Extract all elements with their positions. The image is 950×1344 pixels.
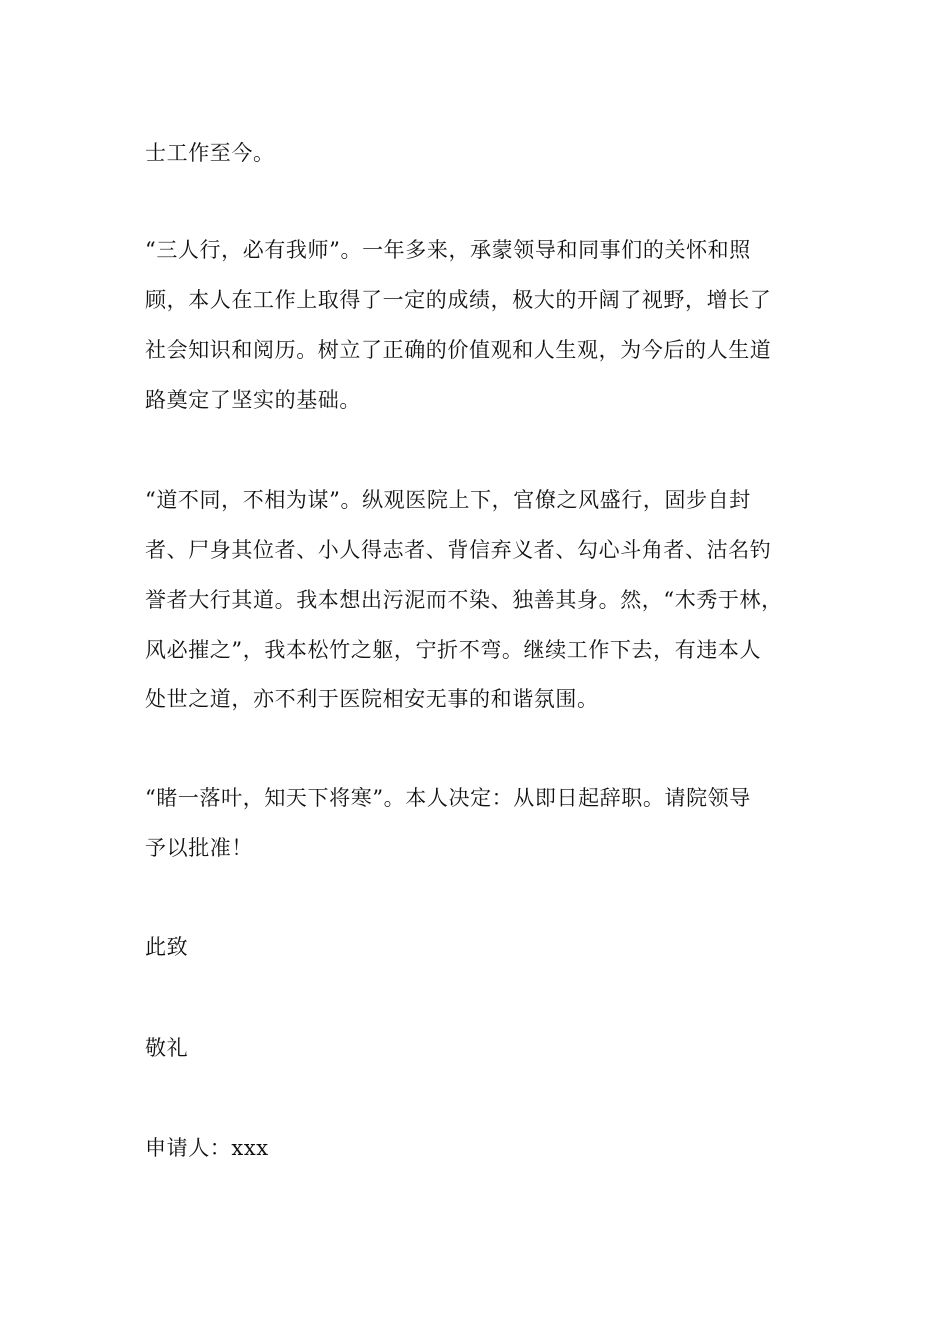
paragraph-2-line-4: 路奠定了坚实的基础。 <box>145 388 361 412</box>
paragraph-3-line-5: 处世之道，亦不利于医院相安无事的和谐氛围。 <box>145 687 599 711</box>
paragraph-2-line-3: 社会知识和阅历。树立了正确的价值观和人生观，为今后的人生道 <box>145 338 772 362</box>
closing-regards: 敬礼 <box>145 1036 189 1060</box>
paragraph-2-line-2: 顾，本人在工作上取得了一定的成绩，极大的开阔了视野，增长了 <box>145 288 772 312</box>
paragraph-3-line-1: “道不同，不相为谋”。纵观医院上下，官僚之风盛行，固步自封 <box>145 488 751 512</box>
paragraph-3-line-3: 誉者大行其道。我本想出污泥而不染、独善其身。然，“木秀于林， <box>145 588 783 612</box>
paragraph-2-line-1: “三人行，必有我师”。一年多来，承蒙领导和同事们的关怀和照 <box>145 238 751 262</box>
applicant-signature: 申请人：xxx <box>145 1136 269 1160</box>
paragraph-4-line-1: “睹一落叶，知天下将寒”。本人决定：从即日起辞职。请院领导 <box>145 786 751 810</box>
paragraph-4-line-2: 予以批准！ <box>145 836 253 860</box>
closing-salutation: 此致 <box>145 935 189 959</box>
paragraph-1-line-1: 士工作至今。 <box>145 141 275 165</box>
paragraph-3-line-2: 者、尸身其位者、小人得志者、背信弃义者、勾心斗角者、沽名钓 <box>145 538 772 562</box>
paragraph-3-line-4: 风必摧之”，我本松竹之躯，宁折不弯。继续工作下去，有违本人 <box>145 638 762 662</box>
